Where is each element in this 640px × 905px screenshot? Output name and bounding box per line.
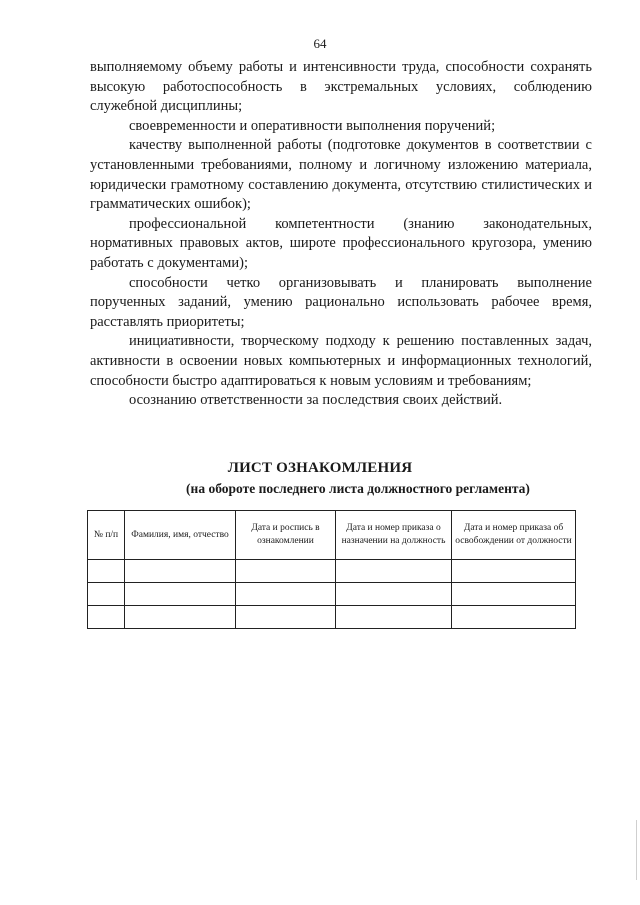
table-cell [88, 606, 125, 629]
table-header-row [88, 511, 576, 560]
body-paragraph: профессиональной компетентности (знанию законодательных, нормативных правовых актов, широте профессионального кругозора, умению работать с документами); [90, 215, 592, 271]
table-cell [236, 560, 336, 583]
body-paragraph: способности четко организовывать и планировать выполнение порученных заданий, умению рационально использовать рабочее время, расставлять приоритеты; [90, 274, 592, 330]
column-header-full-name: Фамилия, имя, отчество [125, 511, 236, 560]
column-header-number: № п/п [88, 511, 125, 560]
table-cell [125, 560, 236, 583]
scan-edge-mark [636, 820, 637, 880]
column-header-signature-date: Дата и роспись в ознакомлении [236, 511, 336, 560]
column-header-dismissal-order: Дата и номер приказа об освобождении от должности [452, 511, 576, 560]
table-cell [336, 583, 452, 606]
table-cell [336, 606, 452, 629]
table-cell [88, 560, 125, 583]
acknowledgment-table [87, 510, 576, 629]
body-paragraph: инициативности, творческому подходу к решению поставленных задач, активности в освоении новых компьютерных и информационных технологий, способности быстро адаптироваться к новым условиям и требованиям; [90, 333, 592, 389]
body-paragraph: качеству выполненной работы (подготовке документов в соответствии с установленными требованиями, полному и логичному изложению материала, юридически грамотному составлению документа, отсутствию стилистических и грамматических ошибок); [90, 137, 592, 213]
document-body [90, 58, 592, 411]
column-header-appointment-order: Дата и номер приказа о назначении на должность [336, 511, 452, 560]
body-paragraph: своевременности и оперативности выполнения поручений; [129, 117, 496, 134]
table-row [88, 560, 576, 583]
body-paragraph: выполняемому объему работы и интенсивности труда, способности сохранять высокую работоспособность в экстремальных условиях, соблюдению служебной дисциплины; [90, 59, 592, 115]
table-cell [236, 606, 336, 629]
table-cell [336, 560, 452, 583]
table-row [88, 583, 576, 606]
table-cell [125, 583, 236, 606]
table-cell [452, 583, 576, 606]
table-cell [88, 583, 125, 606]
table-cell [452, 606, 576, 629]
page-number: 64 [313, 36, 327, 51]
table-row [88, 606, 576, 629]
table-cell [452, 560, 576, 583]
acknowledgment-sheet-subtitle: (на обороте последнего листа должностного регламента) [186, 481, 530, 496]
table-cell [236, 583, 336, 606]
table-cell [125, 606, 236, 629]
body-paragraph: осознанию ответственности за последствия своих действий. [129, 392, 503, 409]
acknowledgment-sheet-title: ЛИСТ ОЗНАКОМЛЕНИЯ [227, 460, 413, 476]
